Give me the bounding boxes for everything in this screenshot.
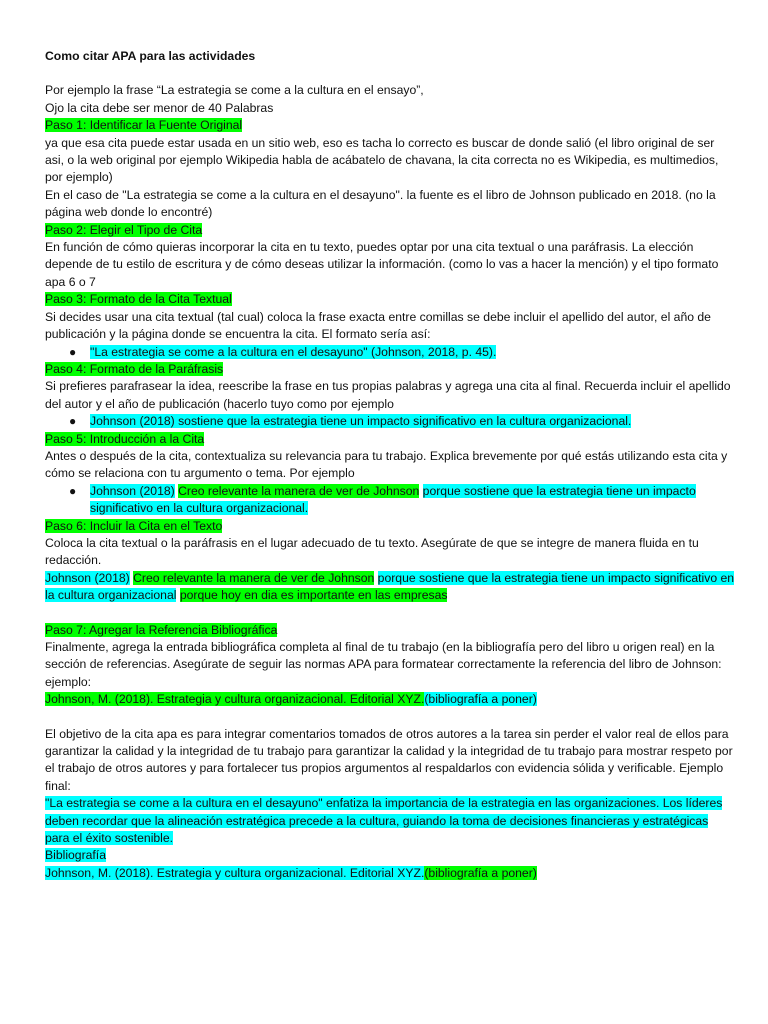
paragraph: En el caso de "La estrategia se come a la cultura en el desayuno". la fuente es el libro de Johnson publicado en 2018. (no la página web donde lo encontré) xyxy=(45,187,716,220)
paragraph: Antes o después de la cita, contextualiza su relevancia para tu trabajo. Explica brevemente por qué estás utilizando esta cita y cómo se relaciona con tu argumento o tema. Por ejemplo xyxy=(45,448,728,481)
bibliography-heading-text: Bibliografía xyxy=(45,848,106,863)
document-title: Como citar APA para las actividades xyxy=(45,49,256,63)
step-heading xyxy=(45,518,735,535)
step-heading-text: Paso 2: Elegir el Tipo de Cita xyxy=(45,222,203,237)
step-heading-text: Paso 7: Agregar la Referencia Bibliográfica xyxy=(45,622,278,637)
paragraph: Finalmente, agrega la entrada bibliográfica completa al final de tu trabajo (en la bibliografía pero del libro u origen real) en la sección de referencias. Asegúrate de seguir las normas APA para formatear correctamente la referencia del libro de Johnson: ejemplo: xyxy=(45,640,722,689)
citation-intro: Creo relevante la manera de ver de Johnson xyxy=(133,570,375,585)
spacer xyxy=(45,605,735,622)
paragraph: En función de cómo quieras incorporar la cita en tu texto, puedes optar por una cita textual o una paráfrasis. La elección depende de tu estilo de escritura y de cómo deseas utilizar la información. (como lo vas a hacer la mención) y el tipo formato apa 6 o 7 xyxy=(45,240,719,289)
step-heading xyxy=(45,431,735,448)
bullet-icon: ● xyxy=(69,344,77,359)
reference-entry xyxy=(45,865,735,882)
bibliography-heading xyxy=(45,847,735,864)
intro-line: Por ejemplo la frase “La estrategia se come a la cultura en el ensayo”, xyxy=(45,83,424,98)
step-heading-text: Paso 6: Incluir la Cita en el Texto xyxy=(45,518,223,533)
step-heading xyxy=(45,291,735,308)
citation-body: porque sostiene que la estrategia tiene un impacto significativo en la cultura organizacional. xyxy=(90,483,696,516)
spacer xyxy=(45,709,735,726)
step-heading xyxy=(45,117,735,134)
citation-body: porque sostiene que la estrategia tiene un impacto significativo en la cultura organizacional xyxy=(45,570,735,603)
step-heading xyxy=(45,622,735,639)
citation-intro: Creo relevante la manera de ver de Johnson xyxy=(178,483,420,498)
list-item xyxy=(69,344,735,361)
list-item xyxy=(69,413,735,430)
final-example-text: "La estrategia se come a la cultura en el desayuno" enfatiza la importancia de la estrategia en las organizaciones. Los líderes deben recordar que la alineación estratégica precede a la cultura, guiando la toma de decisiones financieras y estratégicas para el éxito sostenible. xyxy=(45,796,723,846)
list-item xyxy=(69,483,735,518)
citation-author: Johnson (2018) xyxy=(90,483,175,498)
citation-example xyxy=(45,570,735,605)
paragraph: El objetivo de la cita apa es para integrar comentarios tomados de otros autores a la tarea sin perder el valor real de ellos para garantizar la calidad y la integridad de tu trabajo para garantizar la calidad y la integridad de tu trabajo para mostrar respeto por el trabajo de otros autores y para fortalecer tus propios argumentos al respaldarlos con evidencia sólida y verificable. Ejemplo final: xyxy=(45,726,733,793)
paragraph: Coloca la cita textual o la paráfrasis en el lugar adecuado de tu texto. Asegúrate de que se integre de manera fluida en tu redacción. xyxy=(45,535,699,568)
bullet-list xyxy=(45,413,735,430)
reference-note: (bibliografía a poner) xyxy=(424,865,537,880)
bullet-text: Johnson (2018) sostiene que la estrategia tiene un impacto significativo en la cultura organizacional. xyxy=(90,414,632,429)
step-heading-text: Paso 4: Formato de la Paráfrasis xyxy=(45,361,224,376)
step-heading-text: Paso 1: Identificar la Fuente Original xyxy=(45,118,243,133)
reference-note: (bibliografía a poner) xyxy=(424,692,537,707)
paragraph: Si prefieres parafrasear la idea, reescribe la frase en tus propias palabras y agrega una cita al final. Recuerda incluir el apellido del autor y el año de publicación (hacerlo tuyo como por ejemplo xyxy=(45,379,731,411)
reference-entry xyxy=(45,691,735,708)
step-heading xyxy=(45,222,735,239)
intro-line: Ojo la cita debe ser menor de 40 Palabras xyxy=(45,100,274,115)
step-heading xyxy=(45,361,735,378)
citation-author: Johnson (2018) xyxy=(45,570,130,585)
bullet-list xyxy=(45,483,735,518)
document-body xyxy=(45,48,735,882)
reference-text: Johnson, M. (2018). Estrategia y cultura organizacional. Editorial XYZ. xyxy=(45,692,425,707)
paragraph: ya que esa cita puede estar usada en un sitio web, eso es tacha lo correcto es buscar de donde salió (el libro original de ser asi, o la web original por ejemplo Wikipedia habla de acábatelo de chavana, la cita correcta no es Wikipedia, es multimedios, por ejemplo) xyxy=(45,135,719,185)
bullet-text: "La estrategia se come a la cultura en el desayuno" (Johnson, 2018, p. 45). xyxy=(90,344,497,359)
step-heading-text: Paso 5: Introducción a la Cita xyxy=(45,431,205,446)
step-heading-text: Paso 3: Formato de la Cita Textual xyxy=(45,292,232,307)
bullet-icon: ● xyxy=(69,483,77,498)
reference-text: Johnson, M. (2018). Estrategia y cultura organizacional. Editorial XYZ. xyxy=(45,865,425,880)
final-example xyxy=(45,795,735,847)
paragraph: Si decides usar una cita textual (tal cual) coloca la frase exacta entre comillas se debe incluir el apellido del autor, el año de publicación y la página donde se encuentra la cita. El formato sería así: xyxy=(45,309,711,342)
bullet-icon: ● xyxy=(69,414,77,429)
bullet-list xyxy=(45,344,735,361)
citation-reason: porque hoy en dia es importante en las empresas xyxy=(179,588,448,603)
